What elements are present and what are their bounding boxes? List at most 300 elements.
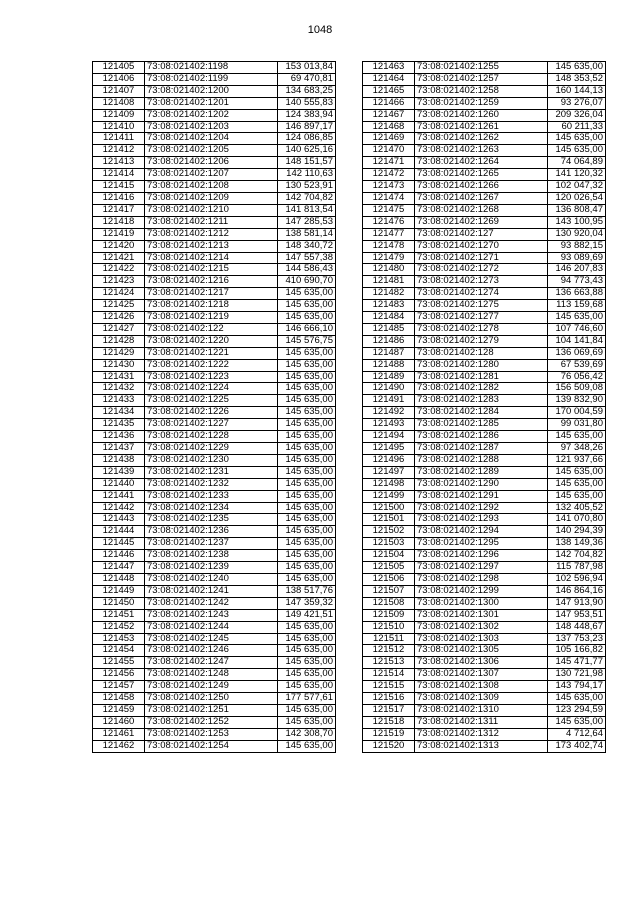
value-cell: 147 285,53 <box>278 216 336 228</box>
value-cell: 115 787,98 <box>548 562 606 574</box>
table-row <box>363 371 606 383</box>
value-cell: 145 635,00 <box>548 62 606 74</box>
cadastral-number-cell: 73:08:021402:1221 <box>145 347 278 359</box>
table-row <box>93 192 336 204</box>
row-number-cell: 121442 <box>93 502 145 514</box>
table-row <box>93 204 336 216</box>
row-number-cell: 121419 <box>93 228 145 240</box>
cadastral-number-cell: 73:08:021402:1299 <box>415 585 548 597</box>
cadastral-number-cell: 73:08:021402:1248 <box>145 669 278 681</box>
value-cell: 173 402,74 <box>548 740 606 752</box>
row-number-cell: 121405 <box>93 62 145 74</box>
cadastral-number-cell: 73:08:021402:1271 <box>415 252 548 264</box>
cadastral-number-cell: 73:08:021402:1301 <box>415 609 548 621</box>
table-row <box>93 585 336 597</box>
value-cell: 147 913,90 <box>548 597 606 609</box>
table-row <box>363 109 606 121</box>
cadastral-number-cell: 73:08:021402:1236 <box>145 526 278 538</box>
value-cell: 142 110,63 <box>278 169 336 181</box>
row-number-cell: 121437 <box>93 443 145 455</box>
table-row <box>363 621 606 633</box>
cadastral-number-cell: 73:08:021402:1309 <box>415 693 548 705</box>
value-cell: 4 712,64 <box>548 728 606 740</box>
value-cell: 177 577,61 <box>278 693 336 705</box>
table-row <box>93 300 336 312</box>
cadastral-number-cell: 73:08:021402:1267 <box>415 192 548 204</box>
value-cell: 145 635,00 <box>548 312 606 324</box>
value-cell: 145 635,00 <box>548 431 606 443</box>
value-cell: 145 635,00 <box>278 359 336 371</box>
table-row <box>93 526 336 538</box>
row-number-cell: 121452 <box>93 621 145 633</box>
table-row <box>363 288 606 300</box>
value-cell: 145 635,00 <box>278 383 336 395</box>
value-cell: 145 635,00 <box>278 443 336 455</box>
table-row <box>363 85 606 97</box>
row-number-cell: 121425 <box>93 300 145 312</box>
cadastral-number-cell: 73:08:021402:1217 <box>145 288 278 300</box>
row-number-cell: 121440 <box>93 478 145 490</box>
value-cell: 156 509,08 <box>548 383 606 395</box>
value-cell: 145 635,00 <box>548 133 606 145</box>
row-number-cell: 121492 <box>363 407 415 419</box>
table-row <box>93 240 336 252</box>
table-row <box>93 621 336 633</box>
table-row <box>363 573 606 585</box>
row-number-cell: 121484 <box>363 312 415 324</box>
cadastral-number-cell: 73:08:021402:1287 <box>415 443 548 455</box>
value-cell: 145 635,00 <box>278 645 336 657</box>
row-number-cell: 121462 <box>93 740 145 752</box>
value-cell: 145 635,00 <box>278 538 336 550</box>
value-cell: 145 635,00 <box>278 669 336 681</box>
cadastral-number-cell: 73:08:021402:1200 <box>145 85 278 97</box>
value-cell: 124 383,94 <box>278 109 336 121</box>
value-cell: 141 070,80 <box>548 514 606 526</box>
value-cell: 130 721,98 <box>548 669 606 681</box>
cadastral-number-cell: 73:08:021402:1247 <box>145 657 278 669</box>
value-cell: 145 635,00 <box>278 716 336 728</box>
table-row <box>93 419 336 431</box>
value-cell: 145 635,00 <box>278 573 336 585</box>
cadastral-number-cell: 73:08:021402:1209 <box>145 192 278 204</box>
table-row <box>363 121 606 133</box>
row-number-cell: 121432 <box>93 383 145 395</box>
row-number-cell: 121477 <box>363 228 415 240</box>
table-row <box>93 62 336 74</box>
value-cell: 140 294,39 <box>548 526 606 538</box>
value-cell: 145 635,00 <box>278 371 336 383</box>
row-number-cell: 121471 <box>363 157 415 169</box>
row-number-cell: 121436 <box>93 431 145 443</box>
table-row <box>363 669 606 681</box>
cadastral-number-cell: 73:08:021402:1243 <box>145 609 278 621</box>
row-number-cell: 121435 <box>93 419 145 431</box>
table-row <box>363 431 606 443</box>
value-cell: 138 149,36 <box>548 538 606 550</box>
row-number-cell: 121506 <box>363 573 415 585</box>
table-row <box>93 157 336 169</box>
row-number-cell: 121441 <box>93 490 145 502</box>
cadastral-number-cell: 73:08:021402:1288 <box>415 454 548 466</box>
cadastral-number-cell: 73:08:021402:1202 <box>145 109 278 121</box>
value-cell: 143 100,95 <box>548 216 606 228</box>
cadastral-number-cell: 73:08:021402:1231 <box>145 466 278 478</box>
table-row <box>363 62 606 74</box>
row-number-cell: 121468 <box>363 121 415 133</box>
value-cell: 410 690,70 <box>278 276 336 288</box>
row-number-cell: 121505 <box>363 562 415 574</box>
cadastral-number-cell: 73:08:021402:1300 <box>415 597 548 609</box>
table-row <box>93 443 336 455</box>
value-cell: 107 746,60 <box>548 323 606 335</box>
row-number-cell: 121501 <box>363 514 415 526</box>
table-row <box>93 538 336 550</box>
table-row <box>93 562 336 574</box>
table-body-left <box>93 62 336 753</box>
row-number-cell: 121479 <box>363 252 415 264</box>
value-cell: 120 026,54 <box>548 192 606 204</box>
value-cell: 147 359,32 <box>278 597 336 609</box>
table-row <box>93 633 336 645</box>
table-row <box>363 585 606 597</box>
cadastral-number-cell: 73:08:021402:1249 <box>145 681 278 693</box>
cadastral-number-cell: 73:08:021402:1280 <box>415 359 548 371</box>
table-row <box>93 550 336 562</box>
row-number-cell: 121428 <box>93 335 145 347</box>
cadastral-number-cell: 73:08:021402:1278 <box>415 323 548 335</box>
table-row <box>93 490 336 502</box>
cadastral-number-cell: 73:08:021402:1264 <box>415 157 548 169</box>
table-row <box>363 550 606 562</box>
row-number-cell: 121444 <box>93 526 145 538</box>
row-number-cell: 121447 <box>93 562 145 574</box>
value-cell: 145 635,00 <box>278 478 336 490</box>
table-row <box>363 597 606 609</box>
row-number-cell: 121406 <box>93 73 145 85</box>
value-cell: 137 753,23 <box>548 633 606 645</box>
table-row <box>363 73 606 85</box>
row-number-cell: 121486 <box>363 335 415 347</box>
table-row <box>93 407 336 419</box>
cadastral-number-cell: 73:08:021402:1215 <box>145 264 278 276</box>
table-row <box>93 657 336 669</box>
row-number-cell: 121448 <box>93 573 145 585</box>
value-cell: 145 635,00 <box>548 693 606 705</box>
value-cell: 145 471,77 <box>548 657 606 669</box>
value-cell: 93 882,15 <box>548 240 606 252</box>
value-cell: 130 523,91 <box>278 181 336 193</box>
value-cell: 138 517,76 <box>278 585 336 597</box>
cadastral-number-cell: 73:08:021402:1257 <box>415 73 548 85</box>
row-number-cell: 121507 <box>363 585 415 597</box>
row-number-cell: 121411 <box>93 133 145 145</box>
cadastral-number-cell: 73:08:021402:1298 <box>415 573 548 585</box>
row-number-cell: 121423 <box>93 276 145 288</box>
value-cell: 209 326,04 <box>548 109 606 121</box>
table-row <box>93 395 336 407</box>
cadastral-number-cell: 73:08:021402:1214 <box>145 252 278 264</box>
row-number-cell: 121491 <box>363 395 415 407</box>
value-cell: 145 635,00 <box>278 657 336 669</box>
cadastral-number-cell: 73:08:021402:128 <box>415 347 548 359</box>
page-number: 1048 <box>307 24 333 36</box>
value-cell: 145 635,00 <box>278 621 336 633</box>
table-row <box>363 133 606 145</box>
row-number-cell: 121481 <box>363 276 415 288</box>
table-row <box>363 514 606 526</box>
cadastral-number-cell: 73:08:021402:1238 <box>145 550 278 562</box>
value-cell: 93 089,69 <box>548 252 606 264</box>
value-cell: 136 808,47 <box>548 204 606 216</box>
row-number-cell: 121495 <box>363 443 415 455</box>
table-row <box>93 502 336 514</box>
cadastral-number-cell: 73:08:021402:1272 <box>415 264 548 276</box>
table-row <box>363 228 606 240</box>
value-cell: 145 635,00 <box>548 145 606 157</box>
table-row <box>93 478 336 490</box>
table-row <box>363 192 606 204</box>
row-number-cell: 121464 <box>363 73 415 85</box>
row-number-cell: 121513 <box>363 657 415 669</box>
row-number-cell: 121478 <box>363 240 415 252</box>
value-cell: 145 635,00 <box>278 395 336 407</box>
table-row <box>93 383 336 395</box>
value-cell: 145 635,00 <box>278 407 336 419</box>
row-number-cell: 121421 <box>93 252 145 264</box>
value-cell: 145 635,00 <box>278 466 336 478</box>
cadastral-number-cell: 73:08:021402:1297 <box>415 562 548 574</box>
value-cell: 138 581,14 <box>278 228 336 240</box>
row-number-cell: 121488 <box>363 359 415 371</box>
table-row <box>93 169 336 181</box>
row-number-cell: 121499 <box>363 490 415 502</box>
row-number-cell: 121409 <box>93 109 145 121</box>
table-row <box>363 335 606 347</box>
table-row <box>363 490 606 502</box>
table-row <box>363 240 606 252</box>
value-cell: 124 086,85 <box>278 133 336 145</box>
cadastral-number-cell: 73:08:021402:1232 <box>145 478 278 490</box>
cadastral-number-cell: 73:08:021402:1205 <box>145 145 278 157</box>
table-row <box>93 716 336 728</box>
value-cell: 74 064,89 <box>548 157 606 169</box>
value-cell: 93 276,07 <box>548 97 606 109</box>
table-row <box>93 335 336 347</box>
cadastral-number-cell: 73:08:021402:1233 <box>145 490 278 502</box>
table-row <box>93 145 336 157</box>
cadastral-number-cell: 73:08:021402:1253 <box>145 728 278 740</box>
table-row <box>363 383 606 395</box>
value-cell: 102 047,32 <box>548 181 606 193</box>
cadastral-number-cell: 73:08:021402:1208 <box>145 181 278 193</box>
cadastral-number-cell: 73:08:021402:1230 <box>145 454 278 466</box>
value-cell: 134 683,25 <box>278 85 336 97</box>
row-number-cell: 121460 <box>93 716 145 728</box>
table-row <box>363 204 606 216</box>
value-cell: 145 635,00 <box>278 419 336 431</box>
value-cell: 140 625,16 <box>278 145 336 157</box>
value-cell: 145 635,00 <box>278 502 336 514</box>
value-cell: 146 864,16 <box>548 585 606 597</box>
cadastral-number-cell: 73:08:021402:1285 <box>415 419 548 431</box>
value-cell: 139 832,90 <box>548 395 606 407</box>
row-number-cell: 121424 <box>93 288 145 300</box>
cadastral-number-cell: 73:08:021402:1246 <box>145 645 278 657</box>
table-row <box>93 645 336 657</box>
row-number-cell: 121439 <box>93 466 145 478</box>
cadastral-number-cell: 73:08:021402:1263 <box>415 145 548 157</box>
value-cell: 144 586,43 <box>278 264 336 276</box>
table-row <box>363 181 606 193</box>
cadastral-number-cell: 73:08:021402:1252 <box>145 716 278 728</box>
row-number-cell: 121415 <box>93 181 145 193</box>
table-row <box>363 157 606 169</box>
table-row <box>363 681 606 693</box>
cadastral-number-cell: 73:08:021402:1218 <box>145 300 278 312</box>
cadastral-number-cell: 73:08:021402:1295 <box>415 538 548 550</box>
cadastral-number-cell: 73:08:021402:1284 <box>415 407 548 419</box>
table-row <box>363 276 606 288</box>
value-cell: 123 294,59 <box>548 704 606 716</box>
value-cell: 136 069,69 <box>548 347 606 359</box>
row-number-cell: 121470 <box>363 145 415 157</box>
row-number-cell: 121490 <box>363 383 415 395</box>
cadastral-number-cell: 73:08:021402:1223 <box>145 371 278 383</box>
cadastral-number-cell: 73:08:021402:1306 <box>415 657 548 669</box>
cadastral-number-cell: 73:08:021402:1283 <box>415 395 548 407</box>
cadastral-number-cell: 73:08:021402:1235 <box>145 514 278 526</box>
cadastral-number-cell: 73:08:021402:1258 <box>415 85 548 97</box>
cadastral-number-cell: 73:08:021402:1307 <box>415 669 548 681</box>
table-row <box>93 347 336 359</box>
table-row <box>93 371 336 383</box>
value-cell: 99 031,80 <box>548 419 606 431</box>
cadastral-number-cell: 73:08:021402:1239 <box>145 562 278 574</box>
row-number-cell: 121509 <box>363 609 415 621</box>
row-number-cell: 121515 <box>363 681 415 693</box>
table-row <box>363 716 606 728</box>
value-cell: 146 666,10 <box>278 323 336 335</box>
table-row <box>363 145 606 157</box>
cadastral-number-cell: 73:08:021402:1251 <box>145 704 278 716</box>
row-number-cell: 121476 <box>363 216 415 228</box>
value-cell: 149 421,51 <box>278 609 336 621</box>
cadastral-number-cell: 73:08:021402:1265 <box>415 169 548 181</box>
value-cell: 145 635,00 <box>278 347 336 359</box>
cadastral-number-cell: 73:08:021402:1269 <box>415 216 548 228</box>
value-cell: 148 353,52 <box>548 73 606 85</box>
row-number-cell: 121493 <box>363 419 415 431</box>
row-number-cell: 121512 <box>363 645 415 657</box>
row-number-cell: 121463 <box>363 62 415 74</box>
value-cell: 136 663,88 <box>548 288 606 300</box>
table-row <box>93 609 336 621</box>
value-cell: 145 635,00 <box>278 633 336 645</box>
table-row <box>93 514 336 526</box>
row-number-cell: 121504 <box>363 550 415 562</box>
table-row <box>363 693 606 705</box>
table-row <box>363 419 606 431</box>
table-row <box>363 538 606 550</box>
row-number-cell: 121413 <box>93 157 145 169</box>
table-row <box>93 133 336 145</box>
table-row <box>93 312 336 324</box>
row-number-cell: 121410 <box>93 121 145 133</box>
cadastral-number-cell: 73:08:021402:1290 <box>415 478 548 490</box>
cadastral-number-cell: 73:08:021402:1211 <box>145 216 278 228</box>
row-number-cell: 121487 <box>363 347 415 359</box>
row-number-cell: 121434 <box>93 407 145 419</box>
row-number-cell: 121510 <box>363 621 415 633</box>
table-row <box>363 609 606 621</box>
row-number-cell: 121422 <box>93 264 145 276</box>
row-number-cell: 121458 <box>93 693 145 705</box>
value-cell: 148 448,67 <box>548 621 606 633</box>
row-number-cell: 121496 <box>363 454 415 466</box>
value-cell: 141 813,54 <box>278 204 336 216</box>
value-cell: 153 013,84 <box>278 62 336 74</box>
cadastral-number-cell: 73:08:021402:1282 <box>415 383 548 395</box>
cadastral-number-cell: 73:08:021402:1312 <box>415 728 548 740</box>
table-row <box>363 395 606 407</box>
row-number-cell: 121418 <box>93 216 145 228</box>
table-row <box>363 323 606 335</box>
value-cell: 69 470,81 <box>278 73 336 85</box>
value-cell: 146 207,83 <box>548 264 606 276</box>
cadastral-number-cell: 73:08:021402:1245 <box>145 633 278 645</box>
value-cell: 145 635,00 <box>278 288 336 300</box>
table-row <box>93 693 336 705</box>
table-row <box>93 454 336 466</box>
row-number-cell: 121459 <box>93 704 145 716</box>
table-row <box>93 181 336 193</box>
value-cell: 145 635,00 <box>548 478 606 490</box>
table-row <box>93 228 336 240</box>
cadastral-number-cell: 73:08:021402:1222 <box>145 359 278 371</box>
row-number-cell: 121489 <box>363 371 415 383</box>
value-cell: 142 704,82 <box>548 550 606 562</box>
value-cell: 94 773,43 <box>548 276 606 288</box>
table-row <box>93 276 336 288</box>
value-cell: 145 635,00 <box>548 490 606 502</box>
value-cell: 147 953,51 <box>548 609 606 621</box>
cadastral-number-cell: 73:08:021402:1206 <box>145 157 278 169</box>
value-cell: 141 120,32 <box>548 169 606 181</box>
table-row <box>93 704 336 716</box>
row-number-cell: 121407 <box>93 85 145 97</box>
row-number-cell: 121446 <box>93 550 145 562</box>
cadastral-number-cell: 73:08:021402:1292 <box>415 502 548 514</box>
value-cell: 143 794,17 <box>548 681 606 693</box>
row-number-cell: 121467 <box>363 109 415 121</box>
table-row <box>93 573 336 585</box>
row-number-cell: 121451 <box>93 609 145 621</box>
value-cell: 145 576,75 <box>278 335 336 347</box>
row-number-cell: 121480 <box>363 264 415 276</box>
value-cell: 105 166,82 <box>548 645 606 657</box>
table-row <box>93 431 336 443</box>
row-number-cell: 121465 <box>363 85 415 97</box>
value-cell: 60 211,33 <box>548 121 606 133</box>
row-number-cell: 121449 <box>93 585 145 597</box>
cadastral-number-cell: 73:08:021402:1237 <box>145 538 278 550</box>
row-number-cell: 121455 <box>93 657 145 669</box>
row-number-cell: 121430 <box>93 359 145 371</box>
table-row <box>363 252 606 264</box>
table-row <box>363 300 606 312</box>
cadastral-number-cell: 73:08:021402:1212 <box>145 228 278 240</box>
